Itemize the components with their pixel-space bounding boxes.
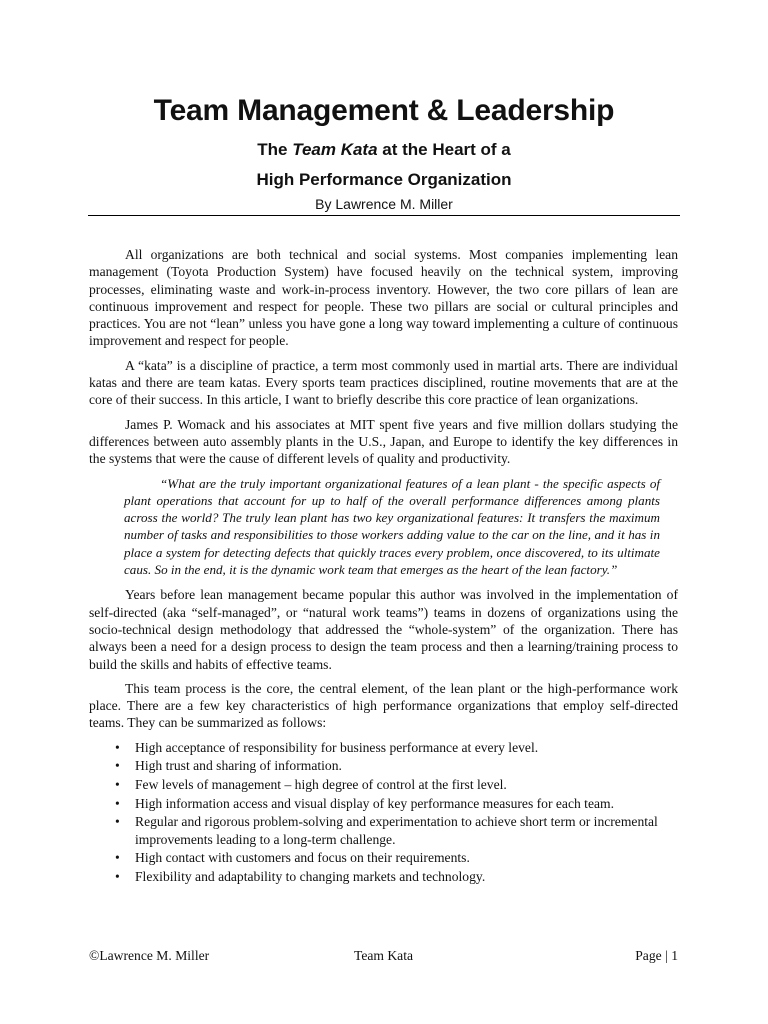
subtitle-post: at the Heart of a — [377, 140, 511, 159]
list-item — [89, 849, 678, 866]
list-item-text: High contact with customers and focus on their requirements. — [135, 850, 470, 866]
bullet-icon: • — [115, 777, 120, 793]
subtitle-italic: Team Kata — [292, 140, 378, 159]
list-item — [89, 813, 678, 848]
article-body — [89, 246, 678, 887]
bullet-icon: • — [115, 758, 120, 774]
list-item — [89, 776, 678, 793]
footer-title: Team Kata — [353, 948, 414, 963]
list-item — [89, 739, 678, 756]
page-footer — [89, 948, 678, 968]
footer-page-number: Page | 1 — [635, 948, 678, 963]
list-item-text: High trust and sharing of information. — [135, 758, 342, 774]
list-item-text: High acceptance of responsibility for business performance at every level. — [135, 739, 539, 755]
list-item-text: Few levels of management – high degree of control at the first level. — [135, 777, 507, 793]
bullet-icon: • — [115, 814, 120, 830]
subtitle-pre: The — [257, 140, 293, 159]
header-divider — [88, 215, 680, 216]
list-item — [89, 757, 678, 774]
byline: By Lawrence M. Miller — [315, 196, 453, 212]
block-quote: “What are the truly important organizational features of a lean plant - the specific aspects of plant operations that account for up to half of the overall performance differences among plants across the world? The truly lean plant has two key organizational features: It transfers the maximum number of tasks and responsibilities to those workers adding value to the car on the line, and it has in place a system for detecting defects that quickly traces every problem, once discovered, to its ultimate caus. So in the end, it is the dynamic work team that emerges as the heart of the lean factory.” — [124, 475, 660, 578]
characteristics-list — [89, 739, 678, 886]
subtitle-line-2: High Performance Organization — [256, 170, 512, 189]
paragraph: This team process is the core, the central element, of the lean plant or the high-performance work place. There are a few key characteristics of high performance organizations that employ self-directed teams. They can be summarized as follows: — [89, 680, 678, 731]
paragraph: All organizations are both technical and social systems. Most companies implementing lean management (Toyota Production System) have focused heavily on the technical system, improving processes, eliminating waste and work-in-process inventory. However, the two core pillars of lean are continuous improvement and respect for people. These two pillars are social or cultural principles and practices. You are not “lean” unless you have gone a long way toward implementing a culture of continuous improvement and respect for people. — [89, 247, 678, 349]
list-item — [89, 868, 678, 885]
page-title: Team Management & Leadership — [153, 94, 615, 127]
subtitle-line-1 — [0, 140, 768, 160]
paragraph: Years before lean management became popular this author was involved in the implementation of self-directed (aka “self-managed”, or “natural work teams”) teams in dozens of organizations using the socio-technical design methodology that addressed the “whole-system” of the organization. There has always been a need for a design process to design the team process and then a learning/training process to build the skills and habits of effective teams. — [89, 587, 678, 672]
list-item-text: Regular and rigorous problem-solving and experimentation to achieve short term or incremental improvements leading to a long-term challenge. — [135, 814, 658, 847]
paragraph: James P. Womack and his associates at MIT spent five years and five million dollars studying the differences between auto assembly plants in the U.S., Japan, and Europe to identify the key differences in the systems that were the cause of different levels of quality and productivity. — [89, 416, 678, 467]
bullet-icon: • — [115, 795, 120, 811]
bullet-icon: • — [115, 739, 120, 755]
paragraph: A “kata” is a discipline of practice, a term most commonly used in martial arts. There are individual katas and there are team katas. Every sports team practices disciplined, routine movements that are at the core of their success. In this article, I want to briefly describe this core practice of lean organizations. — [89, 357, 678, 408]
bullet-icon: • — [115, 869, 120, 885]
list-item-text: Flexibility and adaptability to changing markets and technology. — [135, 869, 486, 885]
list-item-text: High information access and visual display of key performance measures for each team. — [135, 795, 615, 811]
footer-copyright: ©Lawrence M. Miller — [89, 948, 210, 963]
bullet-icon: • — [115, 850, 120, 866]
list-item — [89, 795, 678, 812]
